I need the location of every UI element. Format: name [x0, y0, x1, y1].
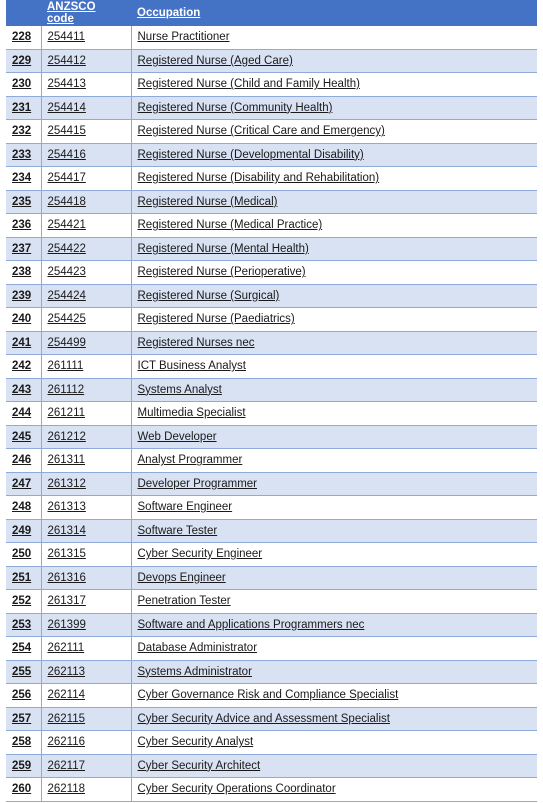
row-number[interactable]: 231 [6, 96, 41, 120]
table-row [6, 143, 537, 167]
table-row [6, 660, 537, 684]
row-anzsco-code[interactable]: 254423 [41, 261, 131, 285]
table-row [6, 73, 537, 97]
table-row [6, 566, 537, 590]
row-anzsco-code[interactable]: 261313 [41, 496, 131, 520]
row-number[interactable]: 228 [6, 26, 41, 50]
row-number[interactable]: 237 [6, 237, 41, 261]
table-row [6, 190, 537, 214]
table-row [6, 613, 537, 637]
table-row [6, 331, 537, 355]
row-occupation[interactable]: Registered Nurse (Medical) [131, 190, 537, 214]
row-number[interactable]: 245 [6, 425, 41, 449]
table-row [6, 26, 537, 50]
table-row [6, 214, 537, 238]
row-occupation[interactable]: Software and Applications Programmers nec [131, 613, 537, 637]
row-occupation[interactable]: Registered Nurse (Developmental Disability) [131, 143, 537, 167]
header-number [6, 1, 41, 26]
row-anzsco-code[interactable]: 261211 [41, 402, 131, 426]
table-body [6, 26, 537, 802]
row-occupation[interactable]: Registered Nurses nec [131, 331, 537, 355]
table-row [6, 237, 537, 261]
table-row [6, 49, 537, 73]
table-row [6, 778, 537, 802]
row-number[interactable]: 257 [6, 707, 41, 731]
row-anzsco-code[interactable]: 262115 [41, 707, 131, 731]
row-number[interactable]: 252 [6, 590, 41, 614]
table-row [6, 731, 537, 755]
row-occupation[interactable]: Developer Programmer [131, 472, 537, 496]
table-row [6, 519, 537, 543]
row-occupation[interactable]: Registered Nurse (Child and Family Health) [131, 73, 537, 97]
row-occupation[interactable]: Registered Nurse (Medical Practice) [131, 214, 537, 238]
row-number[interactable]: 248 [6, 496, 41, 520]
row-number[interactable]: 241 [6, 331, 41, 355]
table-row [6, 167, 537, 191]
row-anzsco-code[interactable]: 254425 [41, 308, 131, 332]
row-occupation[interactable]: Registered Nurse (Mental Health) [131, 237, 537, 261]
row-anzsco-code[interactable]: 254422 [41, 237, 131, 261]
row-anzsco-code[interactable]: 261317 [41, 590, 131, 614]
row-number[interactable]: 229 [6, 49, 41, 73]
row-occupation[interactable]: Registered Nurse (Paediatrics) [131, 308, 537, 332]
row-anzsco-code[interactable]: 261312 [41, 472, 131, 496]
occupation-table [6, 0, 537, 802]
row-anzsco-code[interactable]: 261212 [41, 425, 131, 449]
row-occupation[interactable]: Cyber Security Advice and Assessment Specialist [131, 707, 537, 731]
row-anzsco-code[interactable]: 261111 [41, 355, 131, 379]
row-anzsco-code[interactable]: 262113 [41, 660, 131, 684]
table-row [6, 590, 537, 614]
row-number[interactable]: 243 [6, 378, 41, 402]
row-number[interactable]: 244 [6, 402, 41, 426]
header-occupation[interactable]: Occupation [131, 1, 537, 26]
table-row [6, 754, 537, 778]
table-row [6, 96, 537, 120]
row-occupation[interactable]: Registered Nurse (Aged Care) [131, 49, 537, 73]
row-occupation[interactable]: Multimedia Specialist [131, 402, 537, 426]
header-anzsco-code[interactable]: ANZSCO code [41, 1, 131, 26]
table-row [6, 543, 537, 567]
row-occupation[interactable]: Systems Analyst [131, 378, 537, 402]
row-anzsco-code[interactable]: 261315 [41, 543, 131, 567]
row-anzsco-code[interactable]: 261316 [41, 566, 131, 590]
row-occupation[interactable]: Registered Nurse (Critical Care and Emergency) [131, 120, 537, 144]
row-anzsco-code[interactable]: 254417 [41, 167, 131, 191]
row-number[interactable]: 242 [6, 355, 41, 379]
row-number[interactable]: 232 [6, 120, 41, 144]
row-occupation[interactable]: Penetration Tester [131, 590, 537, 614]
table-row [6, 449, 537, 473]
table-row [6, 120, 537, 144]
row-number[interactable]: 233 [6, 143, 41, 167]
row-number[interactable]: 251 [6, 566, 41, 590]
row-anzsco-code[interactable]: 254411 [41, 26, 131, 50]
table-row [6, 378, 537, 402]
row-occupation[interactable]: Registered Nurse (Disability and Rehabilitation) [131, 167, 537, 191]
row-anzsco-code[interactable]: 254499 [41, 331, 131, 355]
row-number[interactable]: 238 [6, 261, 41, 285]
row-occupation[interactable]: Software Engineer [131, 496, 537, 520]
row-number[interactable]: 260 [6, 778, 41, 802]
row-occupation[interactable]: Systems Administrator [131, 660, 537, 684]
row-number[interactable]: 230 [6, 73, 41, 97]
row-occupation[interactable]: Nurse Practitioner [131, 26, 537, 50]
row-occupation[interactable]: Database Administrator [131, 637, 537, 661]
table-row [6, 707, 537, 731]
row-number[interactable]: 250 [6, 543, 41, 567]
table-row [6, 308, 537, 332]
row-anzsco-code[interactable]: 262114 [41, 684, 131, 708]
table-header [6, 1, 537, 26]
row-anzsco-code[interactable]: 261399 [41, 613, 131, 637]
occupation-table-container [6, 0, 537, 802]
row-occupation[interactable]: Cyber Governance Risk and Compliance Specialist [131, 684, 537, 708]
table-row [6, 684, 537, 708]
row-occupation[interactable]: Web Developer [131, 425, 537, 449]
row-number[interactable]: 240 [6, 308, 41, 332]
table-row [6, 261, 537, 285]
table-row [6, 637, 537, 661]
row-number[interactable]: 254 [6, 637, 41, 661]
table-row [6, 472, 537, 496]
row-number[interactable]: 234 [6, 167, 41, 191]
row-number[interactable]: 235 [6, 190, 41, 214]
row-occupation[interactable]: Software Tester [131, 519, 537, 543]
row-occupation[interactable]: Registered Nurse (Community Health) [131, 96, 537, 120]
row-number[interactable]: 259 [6, 754, 41, 778]
row-anzsco-code[interactable]: 254413 [41, 73, 131, 97]
row-number[interactable]: 246 [6, 449, 41, 473]
table-row [6, 284, 537, 308]
row-number[interactable]: 236 [6, 214, 41, 238]
row-occupation[interactable]: Registered Nurse (Perioperative) [131, 261, 537, 285]
row-number[interactable]: 239 [6, 284, 41, 308]
row-anzsco-code[interactable]: 254415 [41, 120, 131, 144]
header-row [6, 1, 537, 26]
row-number[interactable]: 255 [6, 660, 41, 684]
table-row [6, 496, 537, 520]
row-number[interactable]: 249 [6, 519, 41, 543]
row-anzsco-code[interactable]: 262116 [41, 731, 131, 755]
row-anzsco-code[interactable]: 262111 [41, 637, 131, 661]
row-number[interactable]: 247 [6, 472, 41, 496]
table-row [6, 402, 537, 426]
row-anzsco-code[interactable]: 254424 [41, 284, 131, 308]
row-number[interactable]: 256 [6, 684, 41, 708]
row-anzsco-code[interactable]: 254421 [41, 214, 131, 238]
row-occupation[interactable]: ICT Business Analyst [131, 355, 537, 379]
row-number[interactable]: 253 [6, 613, 41, 637]
row-occupation[interactable]: Cyber Security Analyst [131, 731, 537, 755]
row-anzsco-code[interactable]: 254412 [41, 49, 131, 73]
row-anzsco-code[interactable]: 261112 [41, 378, 131, 402]
row-occupation[interactable]: Cyber Security Operations Coordinator [131, 778, 537, 802]
row-occupation[interactable]: Cyber Security Architect [131, 754, 537, 778]
row-anzsco-code[interactable]: 262118 [41, 778, 131, 802]
row-occupation[interactable]: Analyst Programmer [131, 449, 537, 473]
row-anzsco-code[interactable]: 254418 [41, 190, 131, 214]
row-occupation[interactable]: Devops Engineer [131, 566, 537, 590]
row-anzsco-code[interactable]: 262117 [41, 754, 131, 778]
row-anzsco-code[interactable]: 254416 [41, 143, 131, 167]
row-anzsco-code[interactable]: 261311 [41, 449, 131, 473]
row-anzsco-code[interactable]: 261314 [41, 519, 131, 543]
table-row [6, 355, 537, 379]
row-anzsco-code[interactable]: 254414 [41, 96, 131, 120]
row-occupation[interactable]: Cyber Security Engineer [131, 543, 537, 567]
row-number[interactable]: 258 [6, 731, 41, 755]
table-row [6, 425, 537, 449]
row-occupation[interactable]: Registered Nurse (Surgical) [131, 284, 537, 308]
